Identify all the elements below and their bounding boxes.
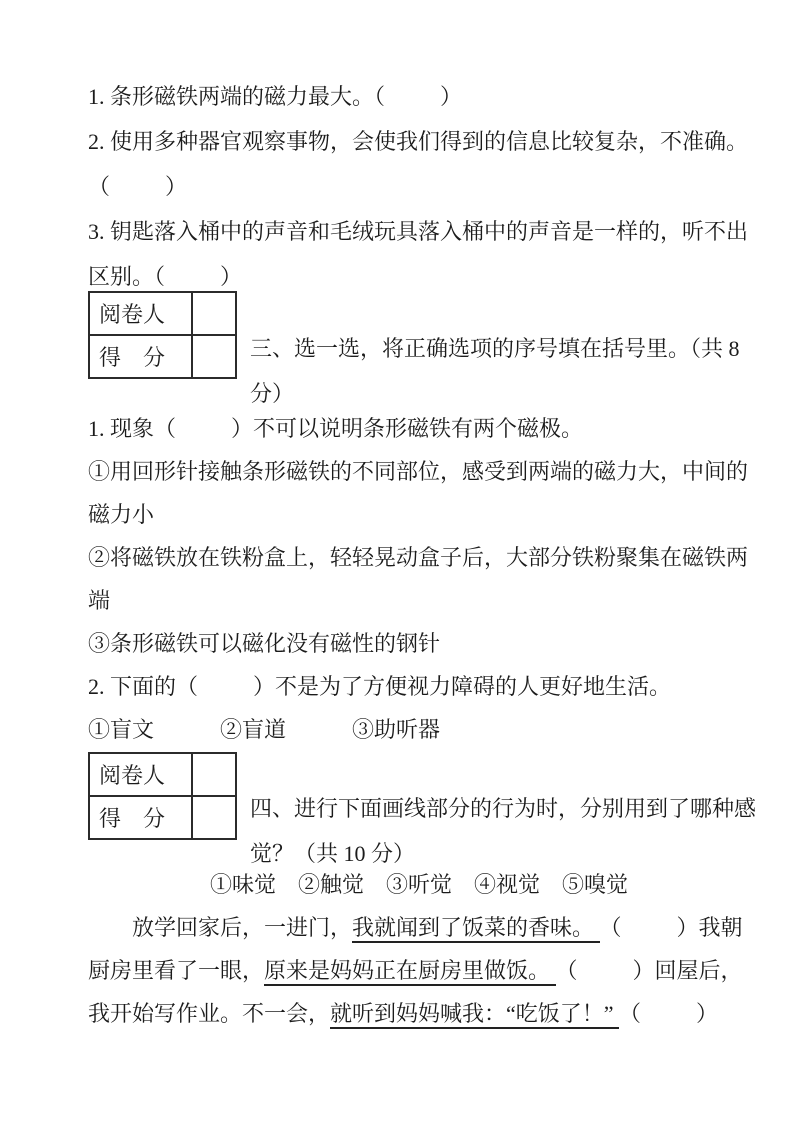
reviewer-label: 阅卷人 <box>89 753 192 796</box>
s3-q1-option-1: ①用回形针接触条形磁铁的不同部位，感受到两端的磁力大，中间的 <box>88 459 749 484</box>
s4-passage-line-3 <box>88 992 748 1035</box>
reviewer-value-cell <box>192 292 236 335</box>
s4-passage-line-2 <box>88 949 748 992</box>
underlined-phrase-hearing: 就听到妈妈喊我：“吃饭了！” <box>330 1001 619 1029</box>
section3-heading-line-2: 分） <box>250 381 295 406</box>
passage-text: 放学回家后，一进门， <box>88 915 353 940</box>
section3-body <box>88 407 748 751</box>
reviewer-value-cell <box>192 753 236 796</box>
tf-item-2-blank: （ ） <box>88 174 188 199</box>
section3-heading <box>250 326 740 416</box>
table-row <box>89 292 236 335</box>
section4-heading-line-2: 觉？（共 10 分） <box>250 841 416 866</box>
table-row <box>89 796 236 839</box>
underlined-phrase-sight: 原来是妈妈正在厨房里做饭。 <box>264 958 556 986</box>
section4-heading-line-1: 四、进行下面画线部分的行为时，分别用到了哪种感 <box>250 796 757 821</box>
table-row <box>89 335 236 378</box>
tf-item-3-continued: 区别。（ ） <box>88 264 243 289</box>
s3-q2-options: ①盲文 ②盲道 ③助听器 <box>88 717 441 742</box>
score-label: 得 分 <box>89 335 192 378</box>
grader-score-box-section3 <box>88 291 237 379</box>
tf-item-1: 1. 条形磁铁两端的磁力最大。（ ） <box>88 84 463 109</box>
score-value-cell <box>192 796 236 839</box>
s3-question-1: 1. 现象（ ）不可以说明条形磁铁有两个磁极。 <box>88 416 584 441</box>
s3-q1-option-1-continued: 磁力小 <box>88 502 155 527</box>
score-value-cell <box>192 335 236 378</box>
passage-text: 厨房里看了一眼， <box>88 958 265 983</box>
table-row <box>89 753 236 796</box>
s4-passage-line-1 <box>88 906 748 949</box>
reviewer-label: 阅卷人 <box>89 292 192 335</box>
passage-text: （ ）回屋后， <box>555 958 743 983</box>
score-label: 得 分 <box>89 796 192 839</box>
passage-text: （ ）我朝 <box>599 915 743 940</box>
tf-item-3: 3. 钥匙落入桶中的声音和毛绒玩具落入桶中的声音是一样的，听不出 <box>88 219 749 244</box>
tf-item-2: 2. 使用多种器官观察事物，会使我们得到的信息比较复杂，不准确。 <box>88 129 749 154</box>
s4-sense-options: ①味觉 ②触觉 ③听觉 ④视觉 ⑤嗅觉 <box>210 872 629 897</box>
underlined-phrase-smell: 我就闻到了饭菜的香味。 <box>352 915 600 943</box>
true-false-section <box>88 74 748 299</box>
passage-text: 我开始写作业。不一会， <box>88 1001 331 1026</box>
passage-text: （ ） <box>619 1001 719 1026</box>
s3-q1-option-3: ③条形磁铁可以磁化没有磁性的钢针 <box>88 631 441 656</box>
s3-question-2: 2. 下面的（ ）不是为了方便视力障碍的人更好地生活。 <box>88 674 672 699</box>
s3-q1-option-2: ②将磁铁放在铁粉盒上，轻轻晃动盒子后，大部分铁粉聚集在磁铁两 <box>88 545 749 570</box>
section3-heading-line-1: 三、选一选，将正确选项的序号填在括号里。（共 8 <box>250 336 740 361</box>
s3-q1-option-2-continued: 端 <box>88 588 111 613</box>
section4-body <box>88 863 748 1035</box>
grader-score-box-section4 <box>88 752 237 840</box>
